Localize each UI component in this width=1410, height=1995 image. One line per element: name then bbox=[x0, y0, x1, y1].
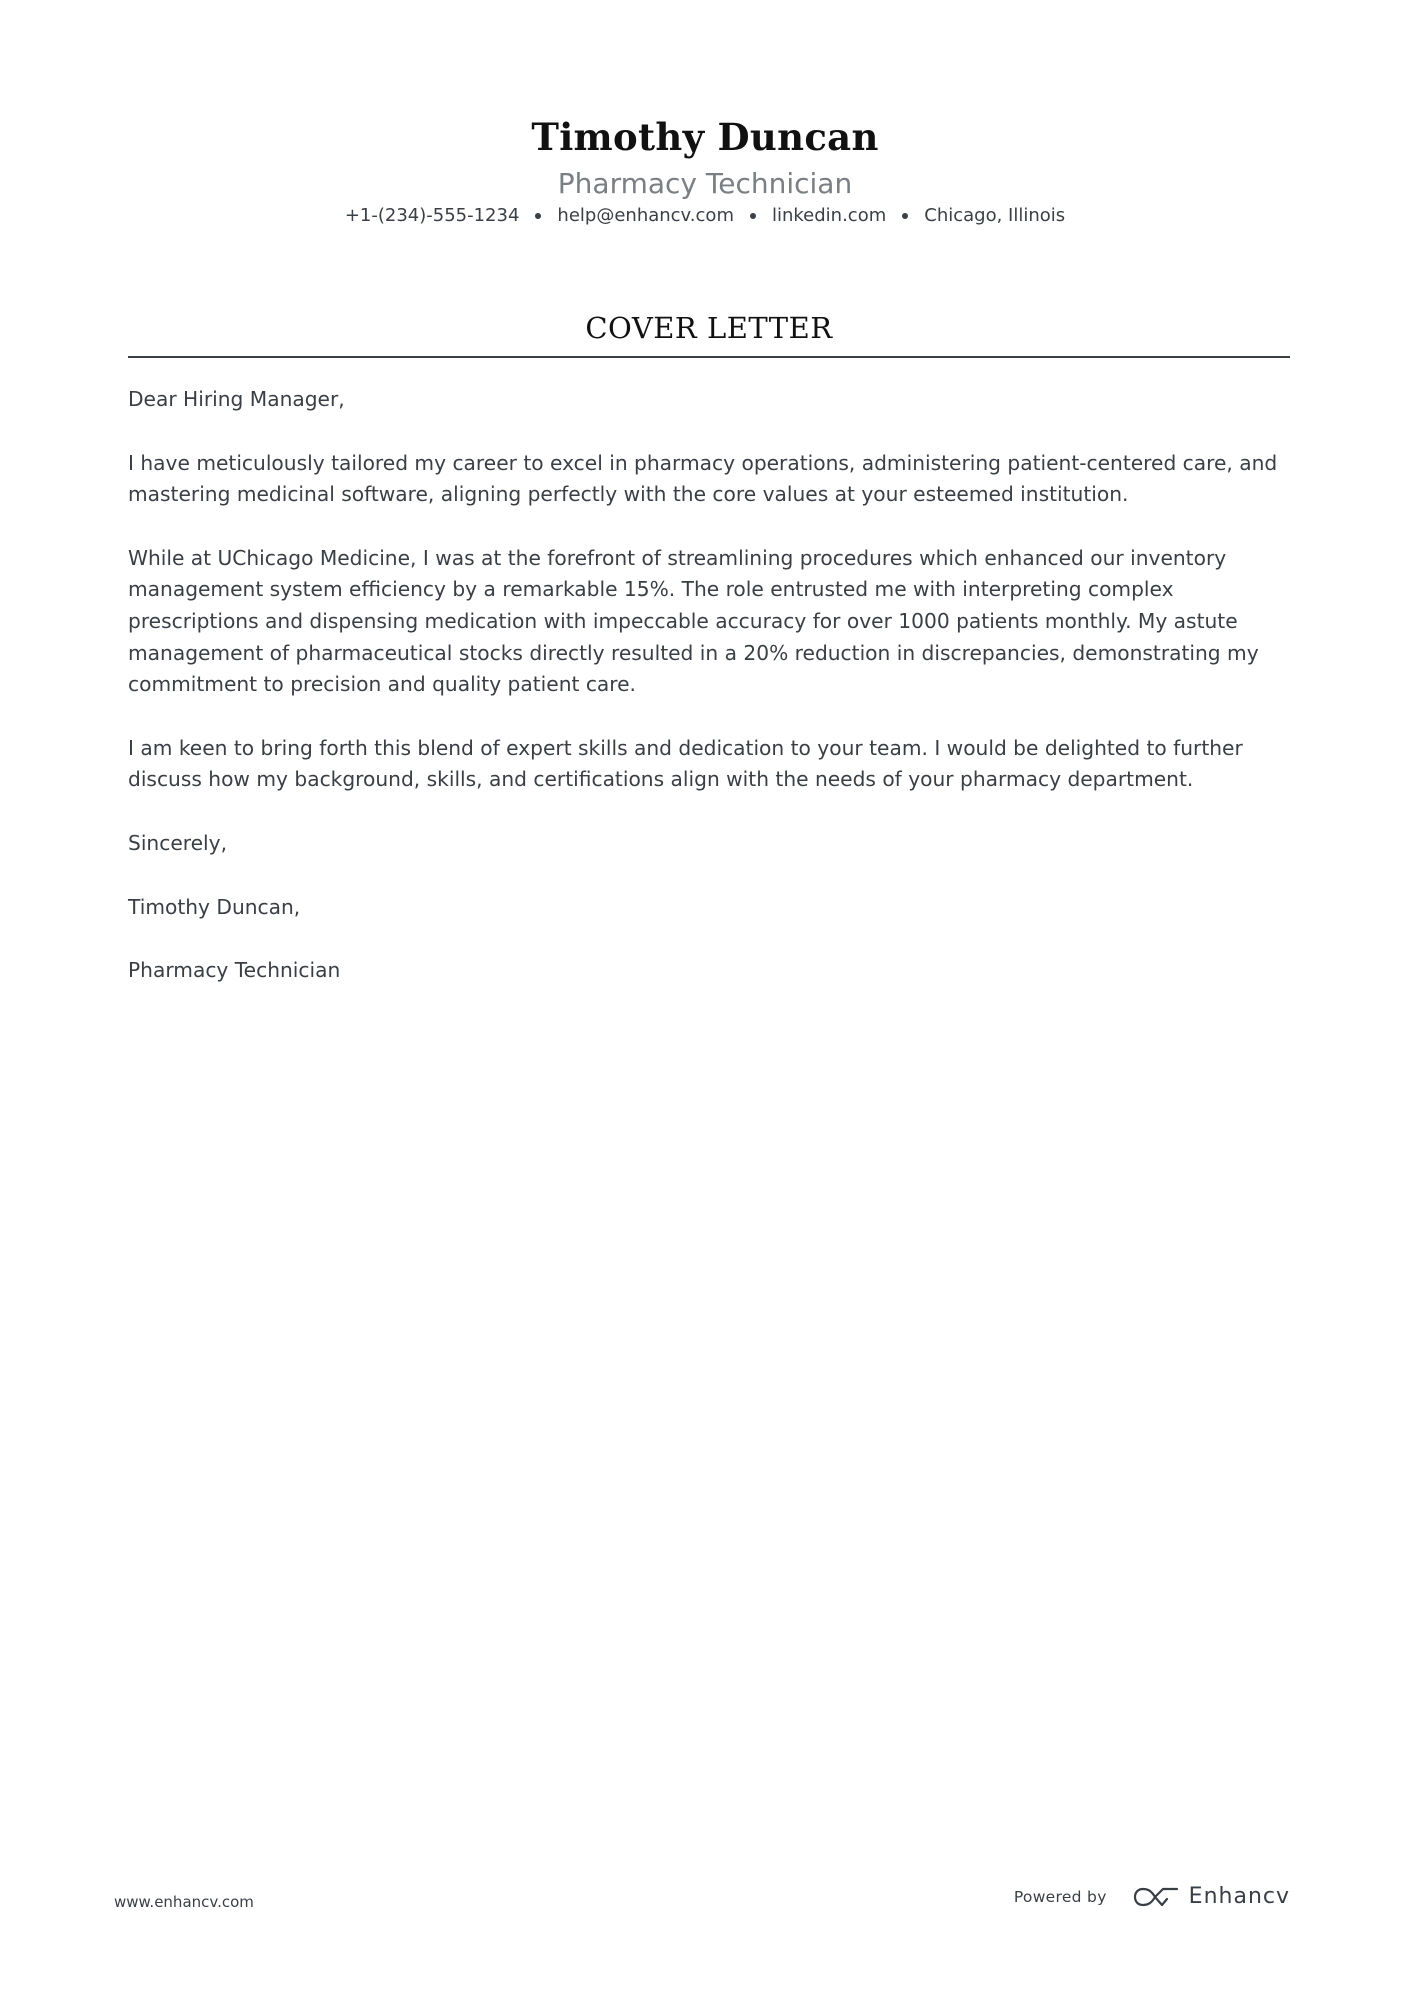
footer-branding[interactable] bbox=[1014, 1884, 1290, 1909]
letter-salutation: Dear Hiring Manager, bbox=[128, 387, 345, 411]
letter-paragraph: While at UChicago Medicine, I was at the forefront of streamlining procedures which enhanced our inventory management system efficiency by a remarkable 15%. The role entrusted me with interpreting complex prescriptions and dispensing medication with impeccable accuracy for over 1000 patients monthly. My astute management of pharmaceutical stocks directly resulted in a 20% reduction in discrepancies, demonstrating my commitment to precision and quality patient care. bbox=[128, 545, 1259, 697]
contact-location: Chicago, Illinois bbox=[924, 205, 1066, 226]
powered-by-label: Powered by bbox=[1013, 1887, 1107, 1906]
bullet-separator bbox=[902, 213, 908, 219]
letter-closing: Sincerely, bbox=[128, 830, 227, 855]
enhancv-logo-icon bbox=[1133, 1885, 1179, 1909]
brand-name: Enhancv bbox=[1188, 1884, 1290, 1909]
letter-paragraph: I have meticulously tailored my career to excel in pharmacy operations, administering patient-centered care, and mastering medicinal software, aligning perfectly with the core values at your esteemed institution. bbox=[128, 450, 1278, 507]
applicant-name: Timothy Duncan bbox=[531, 115, 879, 159]
signature-name: Timothy Duncan, bbox=[128, 894, 301, 919]
section-heading-cover-letter: COVER LETTER bbox=[128, 308, 1290, 358]
footer-website[interactable]: www.enhancv.com bbox=[114, 1893, 254, 1911]
bullet-separator bbox=[750, 213, 756, 219]
letter-paragraph: I am keen to bring forth this blend of expert skills and dedication to your team. I would be delighted to further discuss how my background, skills, and certifications align with the needs of your pharmacy department. bbox=[128, 735, 1243, 792]
bullet-separator bbox=[535, 213, 541, 219]
letter-body bbox=[128, 384, 1290, 1019]
applicant-title: Pharmacy Technician bbox=[557, 167, 853, 200]
resume-header bbox=[0, 112, 1410, 228]
contact-info bbox=[0, 204, 1410, 228]
contact-email[interactable]: help@enhancv.com bbox=[557, 205, 734, 226]
contact-linkedin[interactable]: linkedin.com bbox=[771, 205, 887, 226]
contact-phone: +1-(234)-555-1234 bbox=[344, 205, 520, 226]
signature-title: Pharmacy Technician bbox=[128, 958, 341, 983]
